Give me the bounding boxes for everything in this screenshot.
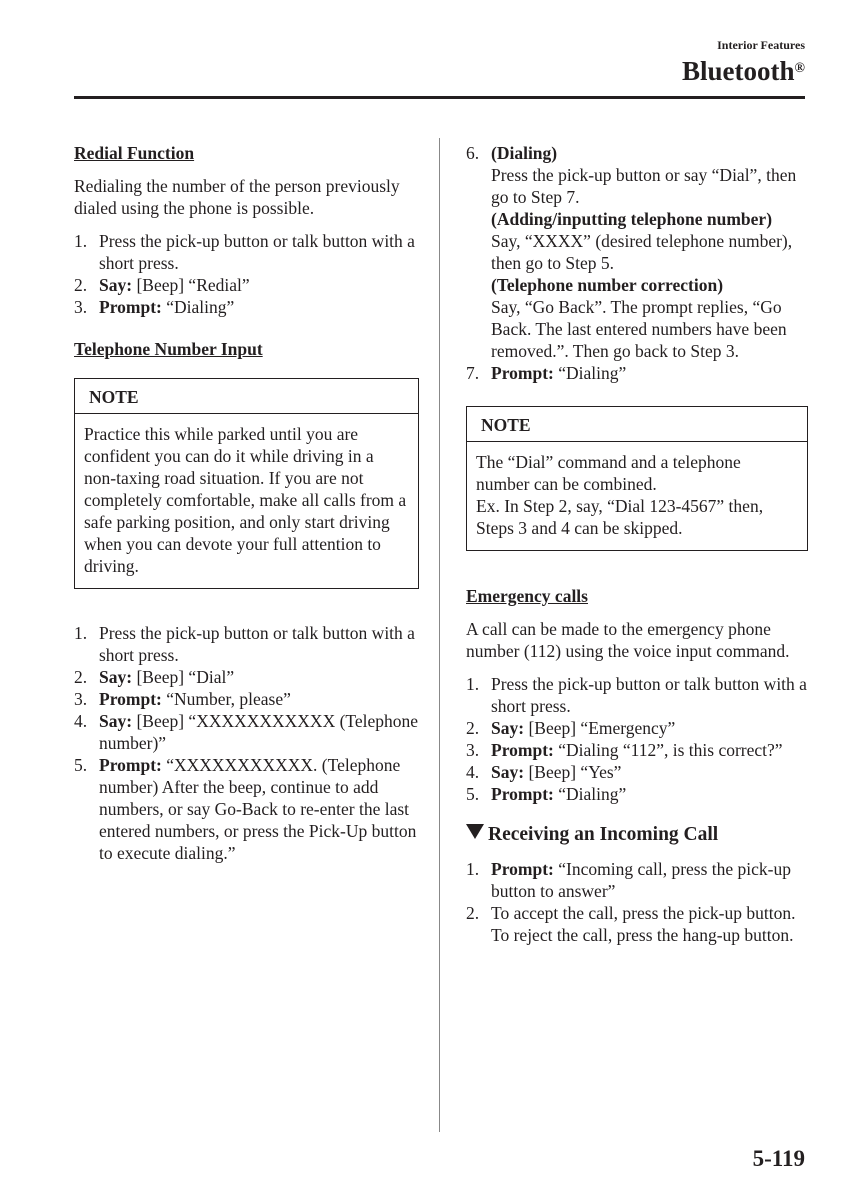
step-label: Say: xyxy=(491,762,525,782)
step-text: To reject the call, press the hang-up button. xyxy=(491,925,794,945)
step-label: Prompt: xyxy=(99,297,162,317)
list-item xyxy=(74,688,419,710)
step-number: 2. xyxy=(466,903,480,923)
list-item xyxy=(466,362,808,384)
step-text: “XXXXXXXXXXX. (Telephone number) After the beep, continue to add numbers, or say Go-Back to re-enter the last entered numbers, or press the Pick-Up button to execute dialing.” xyxy=(99,755,417,863)
list-item xyxy=(466,142,808,362)
step-label: Say: xyxy=(491,718,525,738)
step-label: Prompt: xyxy=(99,755,162,775)
step-number: 3. xyxy=(466,740,480,760)
step-number: 6. xyxy=(466,143,480,163)
page-number: 5-119 xyxy=(752,1146,805,1171)
registered-mark: ® xyxy=(794,61,805,76)
step-text: [Beep] “Yes” xyxy=(524,762,622,782)
step-text: Press the pick-up button or talk button with a short press. xyxy=(491,674,807,716)
list-item xyxy=(466,761,808,783)
adding-label: (Adding/inputting telephone number) xyxy=(491,209,773,229)
step-number: 1. xyxy=(466,674,480,694)
redial-steps xyxy=(74,230,419,318)
list-item xyxy=(466,717,808,739)
step-label: Prompt: xyxy=(491,740,554,760)
note-line: Ex. In Step 2, say, “Dial 123-4567” then, Steps 3 and 4 can be skipped. xyxy=(476,496,764,538)
column-divider xyxy=(439,138,440,1132)
step-text: “Dialing” xyxy=(553,363,627,383)
step-text: [Beep] “Emergency” xyxy=(524,718,676,738)
list-item xyxy=(74,754,419,864)
step-text: “Dialing “112”, is this correct?” xyxy=(553,740,783,760)
note-line: The “Dial” command and a telephone number can be combined. xyxy=(476,452,741,494)
redial-heading: Redial Function xyxy=(74,143,195,163)
step-number: 2. xyxy=(74,275,88,295)
step-text: “Dialing” xyxy=(553,784,627,804)
step-number: 1. xyxy=(466,859,480,879)
step-text: “Incoming call, press the pick-up button to answer” xyxy=(491,859,792,901)
step-number: 7. xyxy=(466,363,480,383)
page-title xyxy=(682,55,805,87)
note-title: NOTE xyxy=(75,379,418,414)
step-label: Prompt: xyxy=(491,859,554,879)
adding-text: Say, “XXXX” (desired telephone number), then go to Step 5. xyxy=(491,231,793,273)
left-column xyxy=(74,142,419,875)
step-label: Say: xyxy=(99,275,133,295)
list-item xyxy=(74,274,419,296)
note-body: Practice this while parked until you are confident you can do it while driving in a non-taxing road situation. If you are not completely comfortable, make all calls from a safe parking position, and only start driving when you can devote your full attention to driving. xyxy=(84,424,407,576)
step-number: 4. xyxy=(74,711,88,731)
step-label: Say: xyxy=(99,667,133,687)
step-number: 5. xyxy=(466,784,480,804)
step-number: 5. xyxy=(74,755,88,775)
step-number: 2. xyxy=(74,667,88,687)
incoming-call-steps xyxy=(466,858,808,946)
note-title: NOTE xyxy=(467,407,807,442)
note-box xyxy=(466,406,808,551)
header-rule xyxy=(74,96,805,99)
dialing-label: (Dialing) xyxy=(491,143,558,163)
list-item xyxy=(466,739,808,761)
list-item xyxy=(74,296,419,318)
step-number: 1. xyxy=(74,623,88,643)
step-text: To accept the call, press the pick-up button. xyxy=(491,903,796,923)
phone-input-heading: Telephone Number Input xyxy=(74,339,263,359)
step-text: “Dialing” xyxy=(161,297,235,317)
list-item xyxy=(74,230,419,274)
step-number: 4. xyxy=(466,762,480,782)
emergency-heading: Emergency calls xyxy=(466,586,588,606)
correction-text: Say, “Go Back”. The prompt replies, “Go Back. The last entered numbers have been removed.”. Then go back to Step 3. xyxy=(491,297,787,361)
step-text: [Beep] “XXXXXXXXXXX (Telephone number)” xyxy=(99,711,419,753)
emergency-intro: A call can be made to the emergency phone number (112) using the voice input command. xyxy=(466,619,790,661)
step-text: “Number, please” xyxy=(161,689,291,709)
step-text: Press the pick-up button or talk button with a short press. xyxy=(99,623,415,665)
triangle-down-icon xyxy=(466,824,484,839)
incoming-call-heading-text: Receiving an Incoming Call xyxy=(488,824,719,845)
list-item xyxy=(466,673,808,717)
step-text: Press the pick-up button or talk button with a short press. xyxy=(99,231,415,273)
step-label: Prompt: xyxy=(99,689,162,709)
section-label: Interior Features xyxy=(717,38,805,52)
list-item xyxy=(466,902,808,946)
step-number: 3. xyxy=(74,297,88,317)
list-item xyxy=(466,858,808,902)
emergency-steps xyxy=(466,673,808,805)
page-header xyxy=(682,38,805,87)
note-body xyxy=(467,442,807,550)
step-number: 3. xyxy=(74,689,88,709)
step-text: [Beep] “Dial” xyxy=(132,667,235,687)
dialing-text: Press the pick-up button or say “Dial”, then go to Step 7. xyxy=(491,165,797,207)
redial-intro: Redialing the number of the person previously dialed using the phone is possible. xyxy=(74,176,400,218)
right-column xyxy=(466,142,808,957)
page-title-text: Bluetooth xyxy=(682,56,795,86)
step-label: Prompt: xyxy=(491,363,554,383)
phone-input-steps-continued xyxy=(466,142,808,384)
step-label: Prompt: xyxy=(491,784,554,804)
correction-label: (Telephone number correction) xyxy=(491,275,724,295)
list-item xyxy=(466,783,808,805)
step-text: [Beep] “Redial” xyxy=(132,275,250,295)
step-number: 2. xyxy=(466,718,480,738)
list-item xyxy=(74,622,419,666)
list-item xyxy=(74,666,419,688)
step-label: Say: xyxy=(99,711,133,731)
incoming-call-heading xyxy=(466,824,808,846)
phone-input-steps xyxy=(74,622,419,864)
note-box xyxy=(74,378,419,589)
list-item xyxy=(74,710,419,754)
step-number: 1. xyxy=(74,231,88,251)
